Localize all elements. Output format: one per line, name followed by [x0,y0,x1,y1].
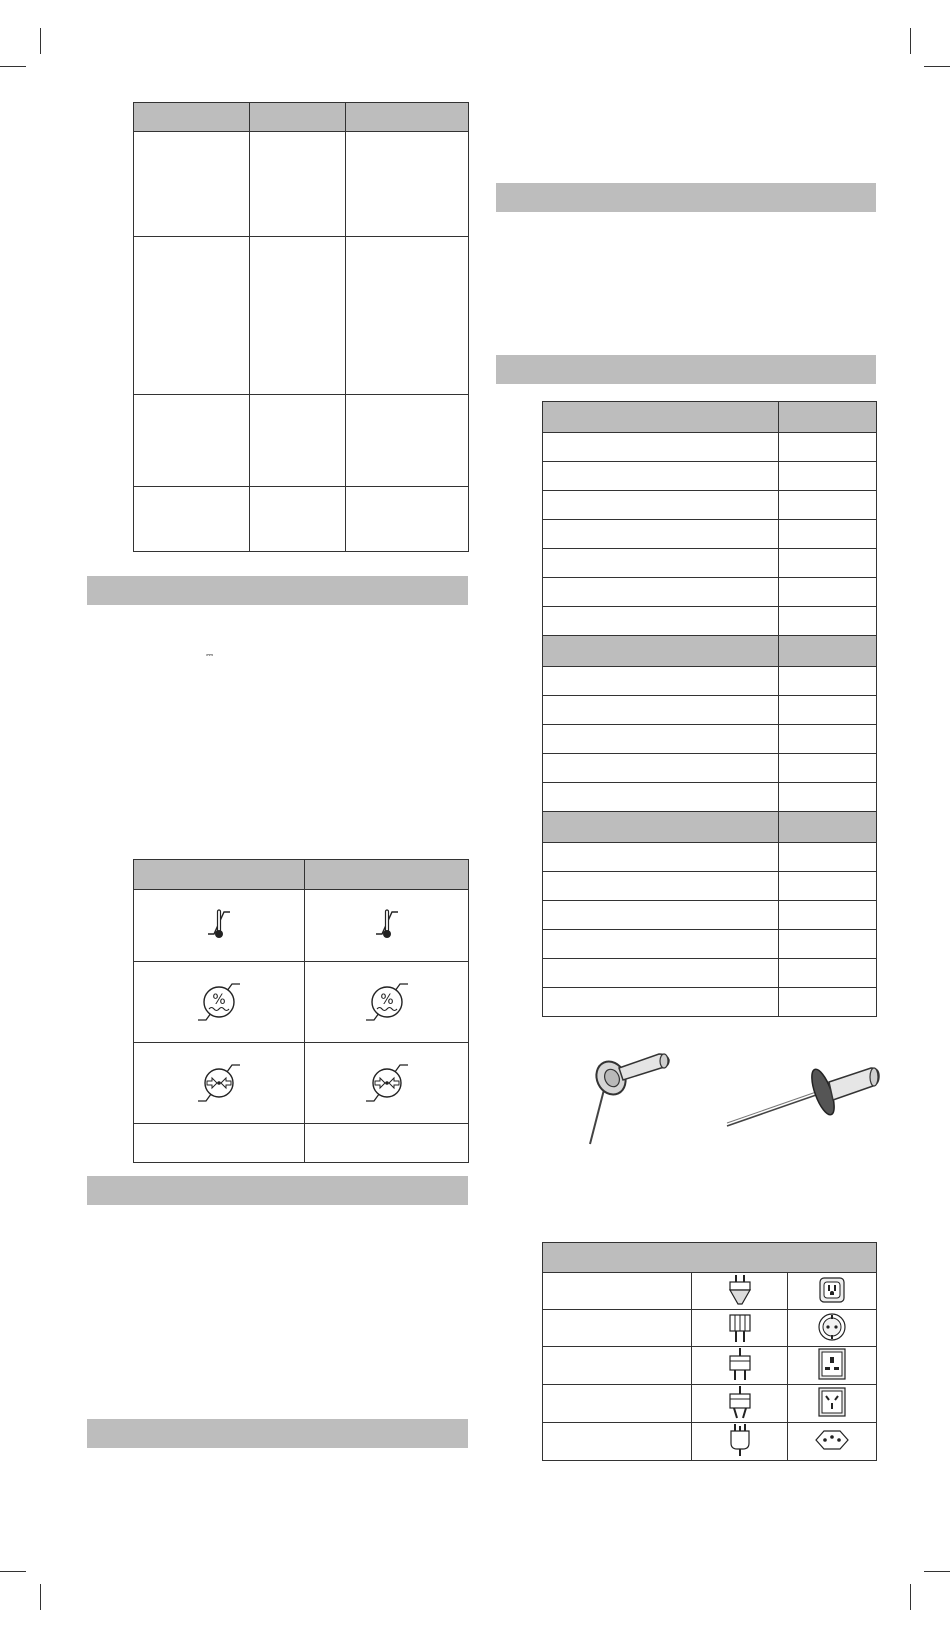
table-row [543,872,877,901]
environment-symbols-table [133,859,469,1163]
table-subheader-row [543,636,877,667]
table-row [134,1043,469,1124]
table-row [134,962,469,1043]
atmospheric-pressure-limit-icon [364,1059,410,1105]
crop-mark-top-right-h [924,66,950,67]
atmospheric-pressure-limit-icon [196,1059,242,1105]
table-header-row [543,402,877,433]
table-row [543,1273,877,1310]
plug-type-i-icon [727,1385,753,1419]
section-header-bar [87,1419,468,1448]
table-row [543,1310,877,1347]
plug-type-c-icon [727,1311,753,1343]
table-row [543,433,877,462]
table-row [543,754,877,783]
humidity-limit-icon [196,978,242,1024]
socket-type-j-icon [814,1428,850,1452]
table-row [543,1347,877,1385]
table-row [543,1385,877,1423]
table-row [543,578,877,607]
table-row [134,890,469,962]
table-row [134,237,469,395]
section-header-bar [496,355,876,384]
table-row [543,988,877,1017]
crop-mark-top-left-v [40,28,41,54]
table-row [543,696,877,725]
table-row [134,395,469,487]
plug-type-j-icon [728,1423,752,1457]
crop-mark-bottom-left-h [0,1571,26,1572]
section-header-bar [87,1176,468,1205]
svg-text:%: % [379,991,394,1008]
thermometer-limit-icon [372,904,402,944]
table-row [543,607,877,636]
table-header-row [134,103,469,132]
table-row [134,132,469,237]
plug-socket-table [542,1242,877,1461]
table-row [543,549,877,578]
section-header-bar [87,576,468,605]
table-row [543,843,877,872]
table-row [543,520,877,549]
table-row [543,667,877,696]
table-header-row [134,860,469,890]
humidity-limit-icon [364,978,410,1024]
spec-table-top-left [133,102,469,552]
parts-list-table [542,401,877,1017]
plug-type-a-icon [727,1274,753,1306]
crop-mark-bottom-right-v [910,1584,911,1610]
crop-mark-top-right-v [910,28,911,54]
socket-type-a-icon [819,1277,845,1303]
table-row [543,462,877,491]
table-row [543,491,877,520]
small-probe-icon [585,1050,675,1146]
table-row [134,487,469,552]
crop-mark-bottom-left-v [40,1584,41,1610]
table-row [543,901,877,930]
table-subheader-row [543,812,877,843]
table-row [134,1124,469,1163]
svg-text:%: % [212,991,226,1008]
long-needle-probe-icon [725,1060,880,1128]
table-row [543,783,877,812]
socket-type-g-icon [818,1348,846,1380]
crop-mark-top-left-h [0,66,26,67]
table-row [543,725,877,754]
section-header-bar [496,183,876,212]
table-row [543,959,877,988]
table-row [543,1423,877,1461]
table-header-row [543,1243,877,1273]
socket-type-f-icon [817,1312,847,1342]
table-row [543,930,877,959]
socket-type-i-icon [818,1387,846,1417]
thermometer-limit-icon [204,904,234,944]
dc-symbol: ⎓ [206,650,214,660]
plug-type-g-icon [727,1347,753,1381]
crop-mark-bottom-right-h [924,1571,950,1572]
